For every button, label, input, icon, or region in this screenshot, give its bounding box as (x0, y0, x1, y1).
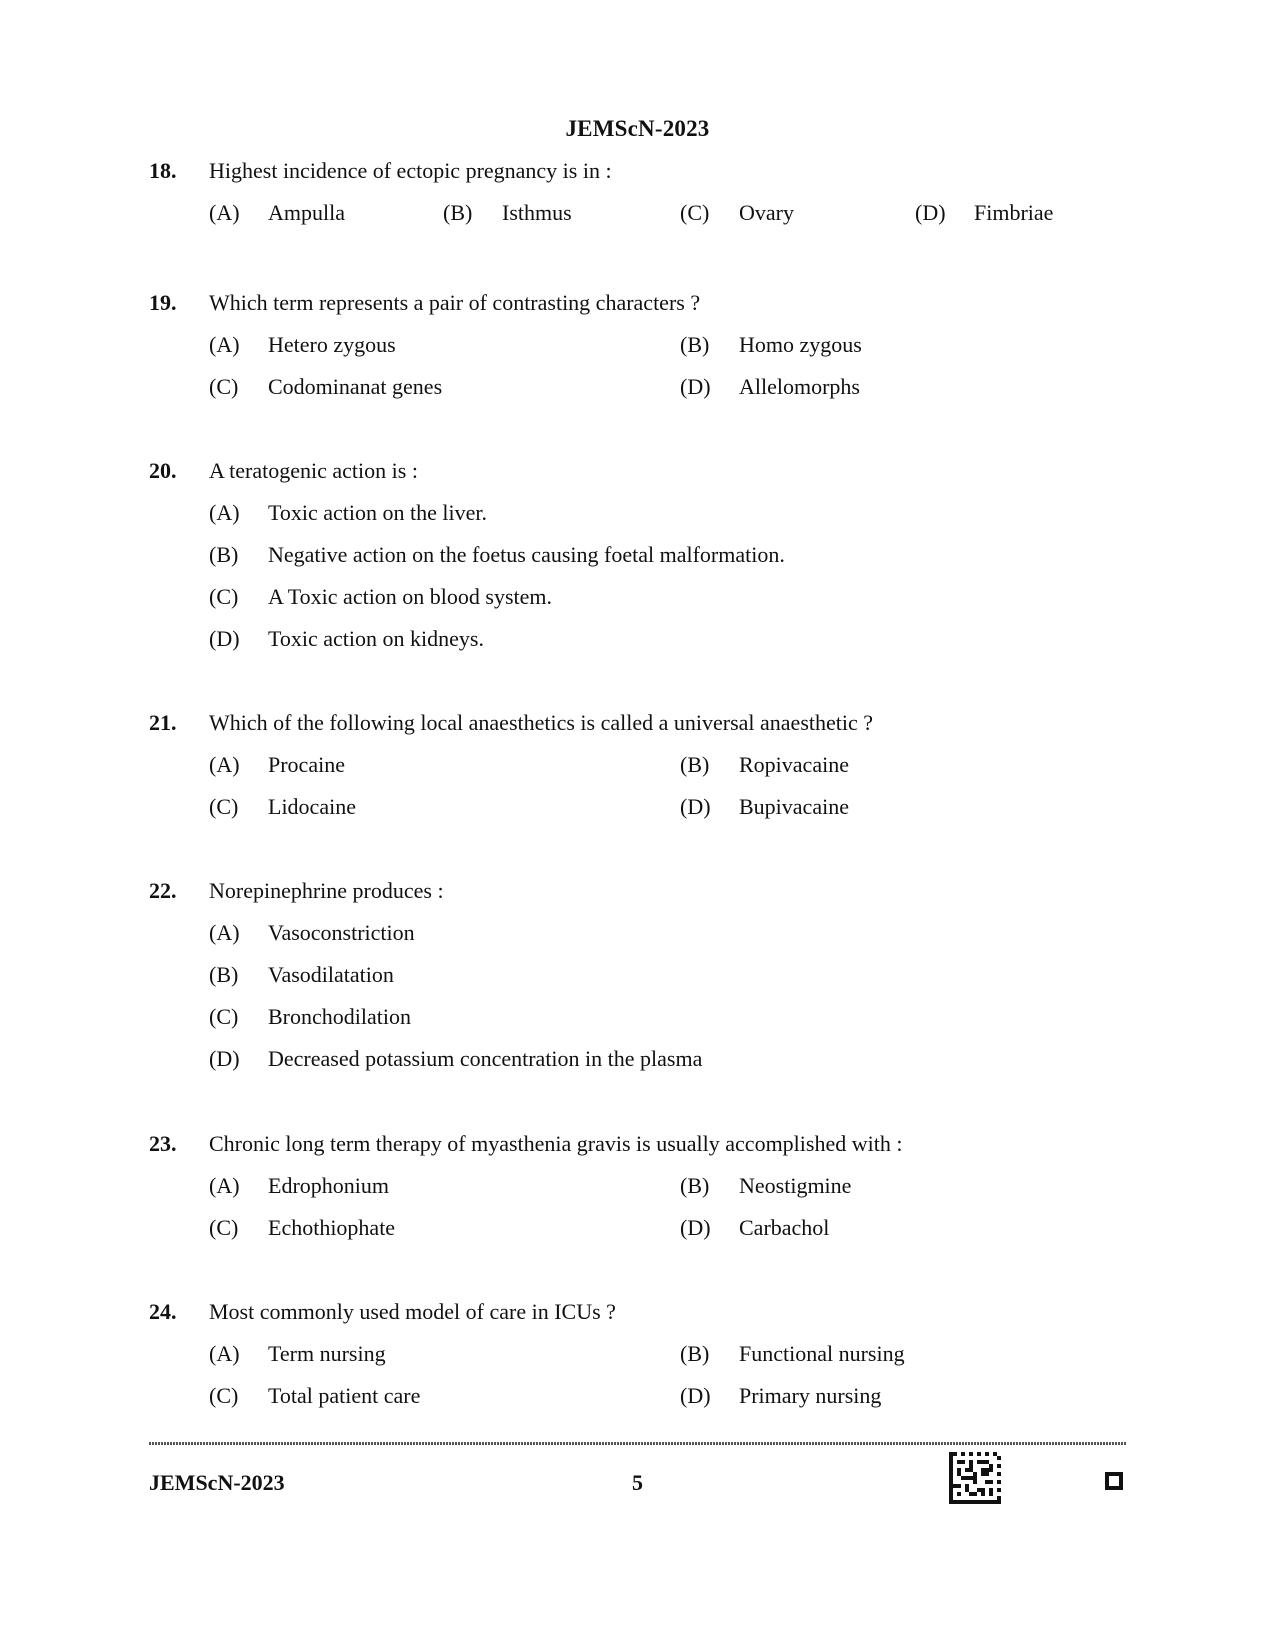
option-label: (D) (209, 1046, 240, 1071)
option-text: Homo zygous (739, 332, 862, 357)
question-stem: Which of the following local anaesthetics is called a universal anaesthetic ? (209, 710, 874, 735)
question-number: 24. (149, 1299, 177, 1324)
question-stem: Norepinephrine produces : (209, 878, 444, 903)
option-text: Functional nursing (739, 1341, 905, 1366)
option-text: Decreased potassium concentration in the plasma (268, 1046, 703, 1071)
option-label: (B) (680, 752, 710, 777)
option-text: Bronchodilation (268, 1004, 411, 1029)
option-text: Hetero zygous (268, 332, 396, 357)
question-number: 21. (149, 710, 177, 735)
question-number: 22. (149, 878, 177, 903)
option-label: (C) (209, 374, 239, 399)
option-text: Total patient care (268, 1383, 421, 1408)
footer-exam-code: JEMScN-2023 (149, 1470, 285, 1495)
option-label: (A) (209, 200, 240, 225)
option-text: Codominanat genes (268, 374, 443, 399)
question-stem: Which term represents a pair of contrasting characters ? (209, 290, 701, 315)
option-text: Toxic action on kidneys. (268, 626, 484, 651)
footer-divider (149, 1442, 1127, 1445)
option-label: (B) (680, 332, 710, 357)
question-number: 19. (149, 290, 177, 315)
option-label: (A) (209, 1173, 240, 1198)
option-label: (C) (680, 200, 710, 225)
option-text: Isthmus (502, 200, 572, 225)
question-number: 23. (149, 1131, 177, 1156)
option-text: Fimbriae (974, 200, 1054, 225)
option-label: (A) (209, 752, 240, 777)
page-title: JEMScN-2023 (565, 116, 710, 141)
option-text: Vasoconstriction (268, 920, 415, 945)
question-stem: A teratogenic action is : (209, 458, 418, 483)
option-label: (C) (209, 1004, 239, 1029)
option-label: (A) (209, 500, 240, 525)
square-mark-icon (1105, 1472, 1123, 1490)
option-label: (A) (209, 332, 240, 357)
option-text: Ropivacaine (739, 752, 849, 777)
option-label: (C) (209, 1215, 239, 1240)
option-text: Negative action on the foetus causing foetal malformation. (268, 542, 785, 567)
option-label: (D) (680, 1215, 711, 1240)
option-text: Echothiophate (268, 1215, 396, 1240)
option-text: Ampulla (268, 200, 345, 225)
option-label: (D) (915, 200, 946, 225)
option-text: Neostigmine (739, 1173, 852, 1198)
option-label: (D) (680, 374, 711, 399)
option-label: (C) (209, 794, 239, 819)
option-text: Carbachol (739, 1215, 830, 1240)
question-number: 18. (149, 158, 177, 183)
option-label: (D) (680, 1383, 711, 1408)
option-label: (B) (209, 542, 239, 567)
option-label: (B) (680, 1173, 710, 1198)
question-number: 20. (149, 458, 177, 483)
option-text: Toxic action on the liver. (268, 500, 488, 525)
option-text: Lidocaine (268, 794, 356, 819)
question-stem: Highest incidence of ectopic pregnancy is in : (209, 158, 612, 183)
option-label: (C) (209, 1383, 239, 1408)
option-label: (B) (443, 200, 473, 225)
option-label: (B) (209, 962, 239, 987)
option-label: (A) (209, 1341, 240, 1366)
option-text: Term nursing (268, 1341, 386, 1366)
page-number: 5 (632, 1470, 643, 1495)
option-text: Ovary (739, 200, 794, 225)
option-text: Bupivacaine (739, 794, 849, 819)
option-text: Procaine (268, 752, 345, 777)
option-text: Primary nursing (739, 1383, 882, 1408)
option-text: A Toxic action on blood system. (268, 584, 553, 609)
option-text: Vasodilatation (268, 962, 394, 987)
question-stem: Chronic long term therapy of myasthenia gravis is usually accomplished with : (209, 1131, 903, 1156)
question-stem: Most commonly used model of care in ICUs ? (209, 1299, 616, 1324)
option-label: (A) (209, 920, 240, 945)
option-label: (D) (209, 626, 240, 651)
option-label: (B) (680, 1341, 710, 1366)
option-label: (C) (209, 584, 239, 609)
qr-code-icon (949, 1452, 1001, 1504)
option-text: Allelomorphs (739, 374, 860, 399)
option-label: (D) (680, 794, 711, 819)
option-text: Edrophonium (268, 1173, 389, 1198)
